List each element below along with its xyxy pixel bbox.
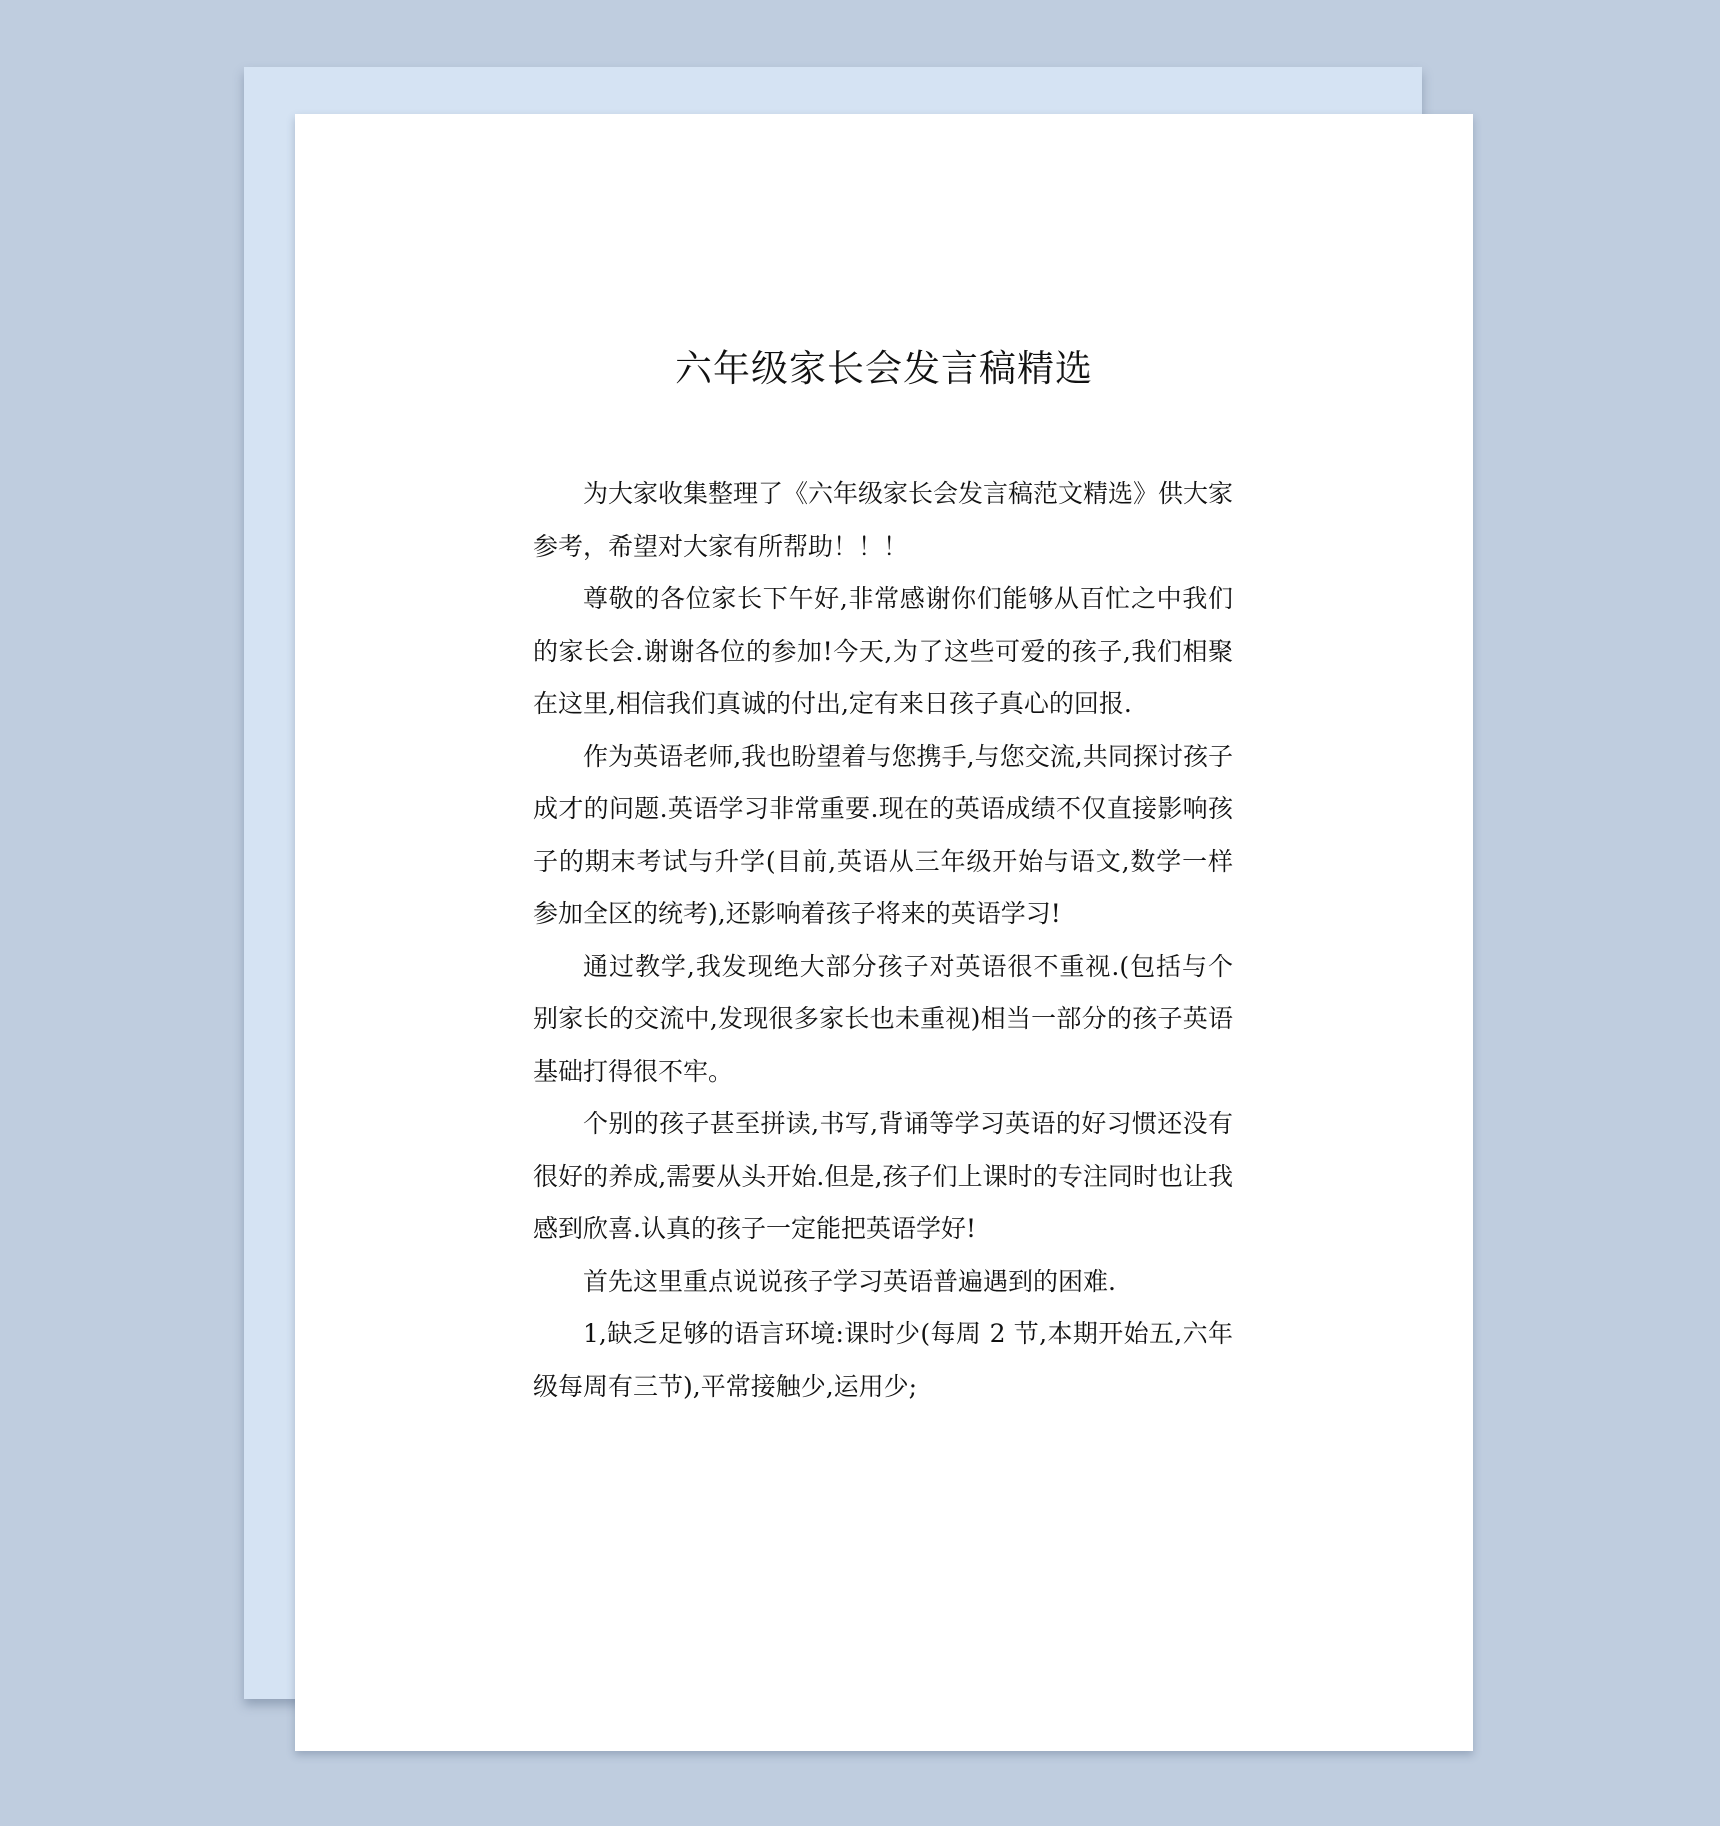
paragraph-greeting: 尊敬的各位家长下午好,非常感谢你们能够从百忙之中我们的家长会.谢谢各位的参加!今天,为了这些可爱的孩子,我们相聚在这里,相信我们真诚的付出,定有来日孩子真心的回报.	[533, 584, 1233, 718]
paragraph-difficulty-1: 1,缺乏足够的语言环境:课时少(每周 2 节,本期开始五,六年级每周有三节),平常接触少,运用少;	[533, 1319, 1233, 1401]
paragraph-intro: 为大家收集整理了《六年级家长会发言稿范文精选》供大家参考，希望对大家有所帮助！！！	[533, 479, 1234, 561]
document-body	[533, 468, 1233, 1413]
paragraph-difficulties-intro: 首先这里重点说说孩子学习英语普遍遇到的困难.	[583, 1266, 1116, 1296]
paragraph-english-importance: 作为英语老师,我也盼望着与您携手,与您交流,共同探讨孩子成才的问题.英语学习非常重要.现在的英语成绩不仅直接影响孩子的期末考试与升学(目前,英语从三年级开始与语文,数学一样参加全区的统考),还影响着孩子将来的英语学习!	[533, 741, 1233, 928]
document-title: 六年级家长会发言稿精选	[675, 347, 1093, 390]
document-page	[295, 114, 1473, 1751]
paragraph-habits: 个别的孩子甚至拼读,书写,背诵等学习英语的好习惯还没有很好的养成,需要从头开始.但是,孩子们上课时的专注同时也让我感到欣喜.认真的孩子一定能把英语学好!	[533, 1109, 1233, 1243]
paragraph-observation: 通过教学,我发现绝大部分孩子对英语很不重视.(包括与个别家长的交流中,发现很多家长也未重视)相当一部分的孩子英语基础打得很不牢。	[533, 951, 1233, 1086]
